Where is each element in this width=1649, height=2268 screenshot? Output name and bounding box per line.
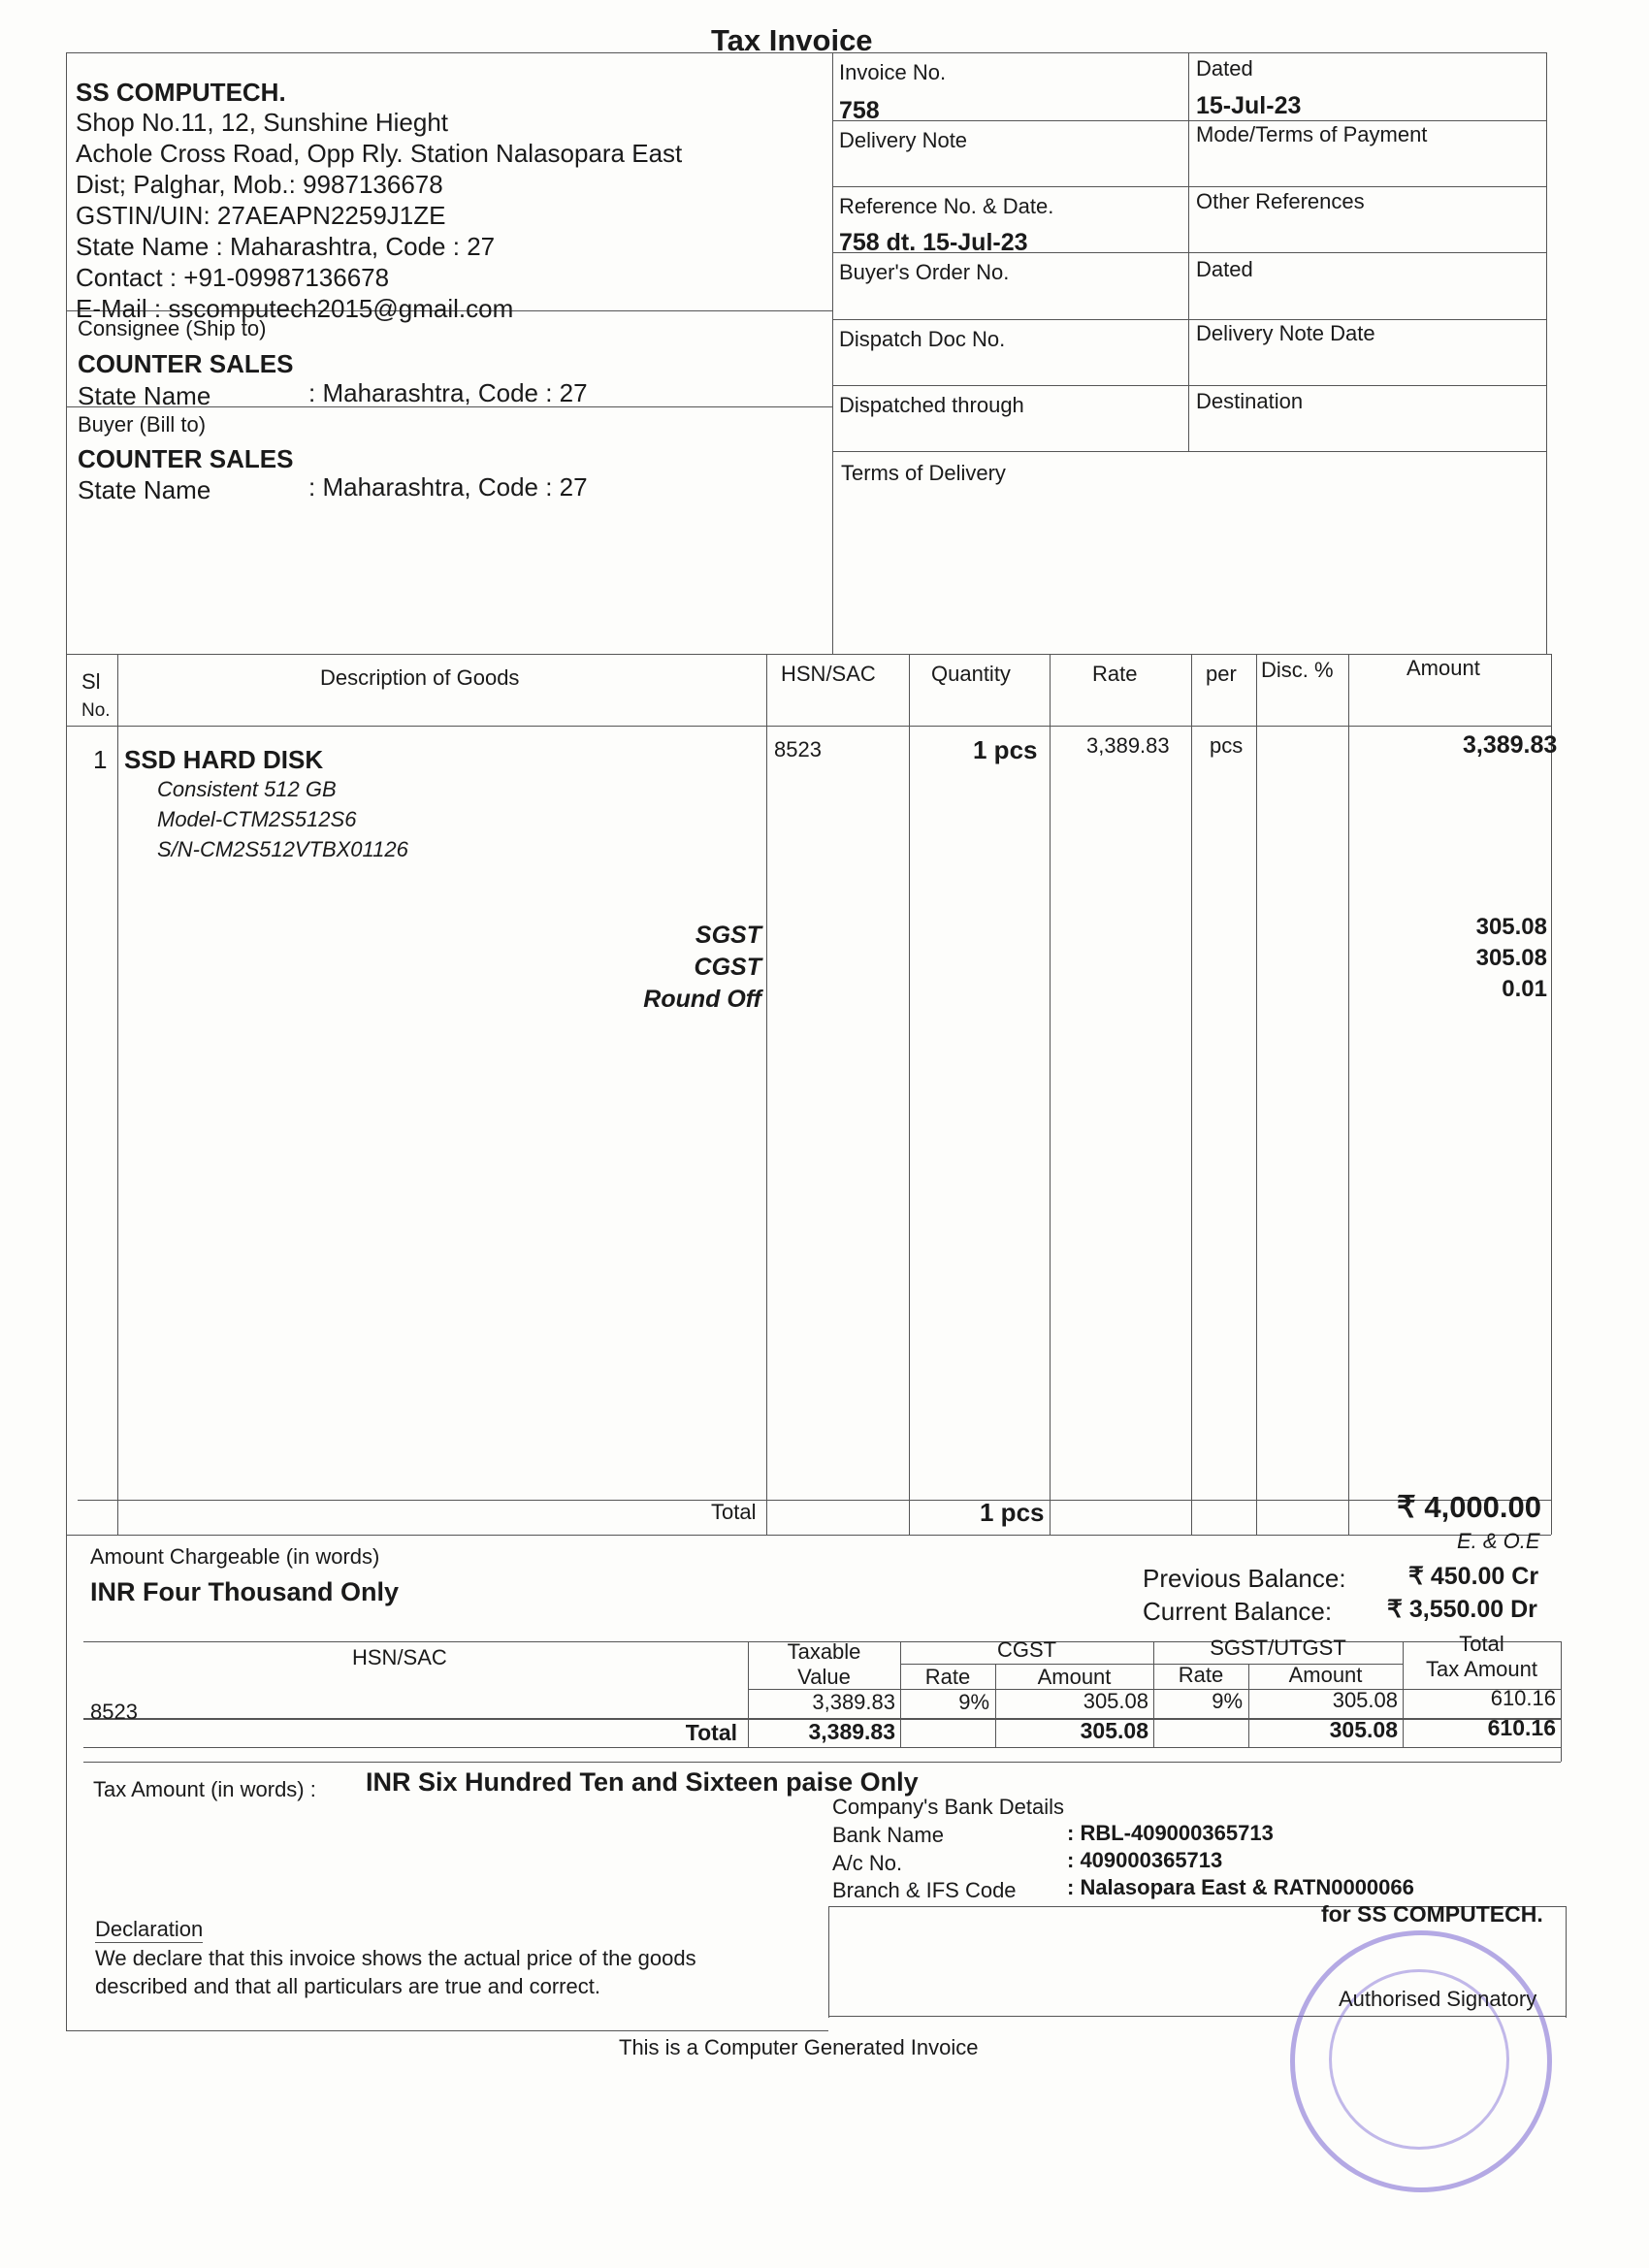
tax-row-sgst-rate: 9% xyxy=(1212,1689,1243,1713)
tax-row-hsn: 8523 xyxy=(90,1700,138,1724)
tax-col-total-amount: Tax Amount xyxy=(1426,1657,1537,1681)
tax-col-total: Total xyxy=(1459,1632,1504,1656)
item-name: SSD HARD DISK xyxy=(124,745,324,774)
reference: 758 dt. 15-Jul-23 xyxy=(839,229,1028,256)
divider xyxy=(83,1762,1561,1763)
divider xyxy=(66,1535,1551,1536)
divider xyxy=(1561,1641,1562,1762)
consignee-name: COUNTER SALES xyxy=(78,349,294,378)
terms-delivery-label: Terms of Delivery xyxy=(841,461,1006,485)
tax-row-cgst-rate: 9% xyxy=(958,1690,989,1714)
tax-total-total: 610.16 xyxy=(1487,1715,1556,1740)
dated2-label: Dated xyxy=(1196,257,1253,281)
item-qty: 1 pcs xyxy=(973,735,1038,764)
item-amount: 3,389.83 xyxy=(1463,731,1558,759)
tax-col-sgst: SGST/UTGST xyxy=(1210,1636,1346,1660)
divider xyxy=(66,726,1551,727)
buyer-label: Buyer (Bill to) xyxy=(78,412,207,437)
seller-line: Achole Cross Road, Opp Rly. Station Nalasopara East xyxy=(76,139,683,168)
divider xyxy=(832,319,1546,320)
col-amount: Amount xyxy=(1406,656,1480,680)
cgst-amount: 305.08 xyxy=(1475,945,1547,971)
seller-line: Dist; Palghar, Mob.: 9987136678 xyxy=(76,170,443,199)
tax-col-taxable: Taxable xyxy=(787,1639,861,1664)
previous-balance-label: Previous Balance: xyxy=(1143,1564,1346,1593)
for-company: for SS COMPUTECH. xyxy=(1321,1901,1543,1927)
bank-name: : RBL-409000365713 xyxy=(1067,1821,1274,1845)
col-rate: Rate xyxy=(1092,662,1138,686)
divider xyxy=(1348,654,1349,1535)
divider xyxy=(832,52,833,654)
tax-row-taxable: 3,389.83 xyxy=(812,1690,895,1714)
invoice-no-label: Invoice No. xyxy=(839,60,947,84)
tax-total-label: Total xyxy=(685,1720,737,1745)
divider xyxy=(1050,654,1051,1535)
divider xyxy=(66,52,67,2031)
footer-note: This is a Computer Generated Invoice xyxy=(619,2035,979,2059)
declaration-line: We declare that this invoice shows the actual price of the goods xyxy=(95,1946,696,1970)
divider xyxy=(1191,654,1192,1535)
invoice-no: 758 xyxy=(839,97,880,124)
buyers-order-label: Buyer's Order No. xyxy=(839,260,1010,284)
divider xyxy=(66,52,1546,53)
consignee-label: Consignee (Ship to) xyxy=(78,316,267,340)
other-references-label: Other References xyxy=(1196,189,1365,213)
authorised-signatory: Authorised Signatory xyxy=(1339,1987,1537,2011)
destination-label: Destination xyxy=(1196,389,1304,413)
bank-title: Company's Bank Details xyxy=(832,1795,1064,1819)
divider xyxy=(832,186,1546,187)
mode-terms-label: Mode/Terms of Payment xyxy=(1196,122,1428,146)
seller-line: E-Mail : sscomputech2015@gmail.com xyxy=(76,294,514,323)
divider xyxy=(1256,654,1257,1535)
declaration-line: described and that all particulars are true and correct. xyxy=(95,1974,600,1998)
col-no: No. xyxy=(81,700,111,721)
tax-col-cgst-amount: Amount xyxy=(1037,1665,1112,1689)
branch-label: Branch & IFS Code xyxy=(832,1878,1017,1902)
tax-col-sgst-amount: Amount xyxy=(1288,1663,1363,1687)
consignee-state-label: State Name xyxy=(78,381,211,410)
tax-total-taxable: 3,389.83 xyxy=(808,1719,895,1744)
ac-no: : 409000365713 xyxy=(1067,1848,1223,1872)
divider xyxy=(117,654,118,1535)
tax-col-hsn: HSN/SAC xyxy=(352,1645,447,1669)
dated-label: Dated xyxy=(1196,56,1253,81)
tax-col-cgst: CGST xyxy=(996,1637,1057,1662)
divider xyxy=(909,654,910,1535)
tax-row-cgst-amount: 305.08 xyxy=(1083,1689,1148,1713)
seller-line: Shop No.11, 12, Sunshine Hieght xyxy=(76,108,449,137)
divider xyxy=(66,654,1551,655)
divider xyxy=(766,654,767,1535)
dispatched-through-label: Dispatched through xyxy=(839,393,1024,417)
current-balance: ₹ 3,550.00 Dr xyxy=(1387,1596,1537,1623)
seller-address xyxy=(76,107,682,324)
tax-col-value: Value xyxy=(797,1665,851,1689)
item-hsn: 8523 xyxy=(774,737,822,761)
col-disc: Disc. % xyxy=(1261,658,1334,682)
divider xyxy=(832,451,1546,452)
divider xyxy=(828,1906,829,2018)
item-rate: 3,389.83 xyxy=(1086,733,1170,758)
sgst-amount: 305.08 xyxy=(1475,914,1547,940)
previous-balance: ₹ 450.00 Cr xyxy=(1408,1563,1539,1590)
item-details xyxy=(157,774,408,864)
tax-total-cgst: 305.08 xyxy=(1080,1718,1148,1743)
divider xyxy=(832,385,1546,386)
current-balance-label: Current Balance: xyxy=(1143,1597,1333,1626)
divider xyxy=(66,2030,828,2031)
cgst-label: CGST xyxy=(694,954,761,981)
divider xyxy=(83,1747,1561,1748)
dispatch-doc-label: Dispatch Doc No. xyxy=(839,327,1006,351)
col-quantity: Quantity xyxy=(931,662,1011,686)
sgst-label: SGST xyxy=(695,922,761,949)
eoe: E. & O.E xyxy=(1457,1529,1540,1553)
amount-words-label: Amount Chargeable (in words) xyxy=(90,1544,380,1569)
col-hsn: HSN/SAC xyxy=(781,662,876,686)
declaration-title: Declaration xyxy=(95,1917,204,1941)
total-qty: 1 pcs xyxy=(980,1498,1045,1527)
tax-words-label: Tax Amount (in words) : xyxy=(93,1777,316,1801)
col-sl: Sl xyxy=(81,669,101,694)
seller-line: State Name : Maharashtra, Code : 27 xyxy=(76,232,496,261)
bank-name-label: Bank Name xyxy=(832,1823,944,1847)
tax-total-sgst: 305.08 xyxy=(1329,1717,1398,1742)
delivery-note-date-label: Delivery Note Date xyxy=(1196,321,1375,345)
item-detail: S/N-CM2S512VTBX01126 xyxy=(157,837,408,861)
buyer-state-label: State Name xyxy=(78,475,211,504)
round-off-label: Round Off xyxy=(643,986,761,1013)
page-title: Tax Invoice xyxy=(711,23,873,57)
amount-words: INR Four Thousand Only xyxy=(90,1577,399,1606)
item-sl: 1 xyxy=(93,745,108,774)
divider xyxy=(832,120,1546,121)
col-description: Description of Goods xyxy=(320,665,520,690)
divider xyxy=(1551,654,1552,1535)
consignee-state: : Maharashtra, Code : 27 xyxy=(308,378,588,407)
seller-line: GSTIN/UIN: 27AEAPN2259J1ZE xyxy=(76,201,446,230)
item-per: pcs xyxy=(1210,733,1244,758)
tax-row-total: 610.16 xyxy=(1490,1686,1556,1710)
tax-row-sgst-amount: 305.08 xyxy=(1332,1688,1398,1712)
branch-ifs: : Nalasopara East & RATN0000066 xyxy=(1067,1875,1414,1899)
item-detail: Model-CTM2S512S6 xyxy=(157,807,357,831)
grand-total: ₹ 4,000.00 xyxy=(1397,1490,1542,1524)
ac-no-label: A/c No. xyxy=(832,1851,903,1875)
round-off-amount: 0.01 xyxy=(1502,976,1547,1002)
divider xyxy=(1546,52,1547,654)
tax-words: INR Six Hundred Ten and Sixteen paise Only xyxy=(366,1767,919,1797)
delivery-note-label: Delivery Note xyxy=(839,128,968,152)
divider xyxy=(78,1500,1551,1501)
tax-col-cgst-rate: Rate xyxy=(924,1665,971,1689)
item-detail: Consistent 512 GB xyxy=(157,777,337,801)
declaration-text xyxy=(95,1944,696,2000)
dated: 15-Jul-23 xyxy=(1196,92,1302,119)
total-label: Total xyxy=(711,1500,757,1524)
tax-col-sgst-rate: Rate xyxy=(1178,1663,1224,1687)
reference-label: Reference No. & Date. xyxy=(839,194,1054,218)
seller-line: Contact : +91-09987136678 xyxy=(76,263,390,292)
buyer-name: COUNTER SALES xyxy=(78,444,294,473)
col-per: per xyxy=(1206,662,1237,686)
divider xyxy=(1566,1906,1567,2018)
seller-name: SS COMPUTECH. xyxy=(76,78,286,107)
buyer-state: : Maharashtra, Code : 27 xyxy=(308,472,588,502)
tax-labels xyxy=(543,920,761,1016)
tax-amounts xyxy=(1358,912,1547,1005)
